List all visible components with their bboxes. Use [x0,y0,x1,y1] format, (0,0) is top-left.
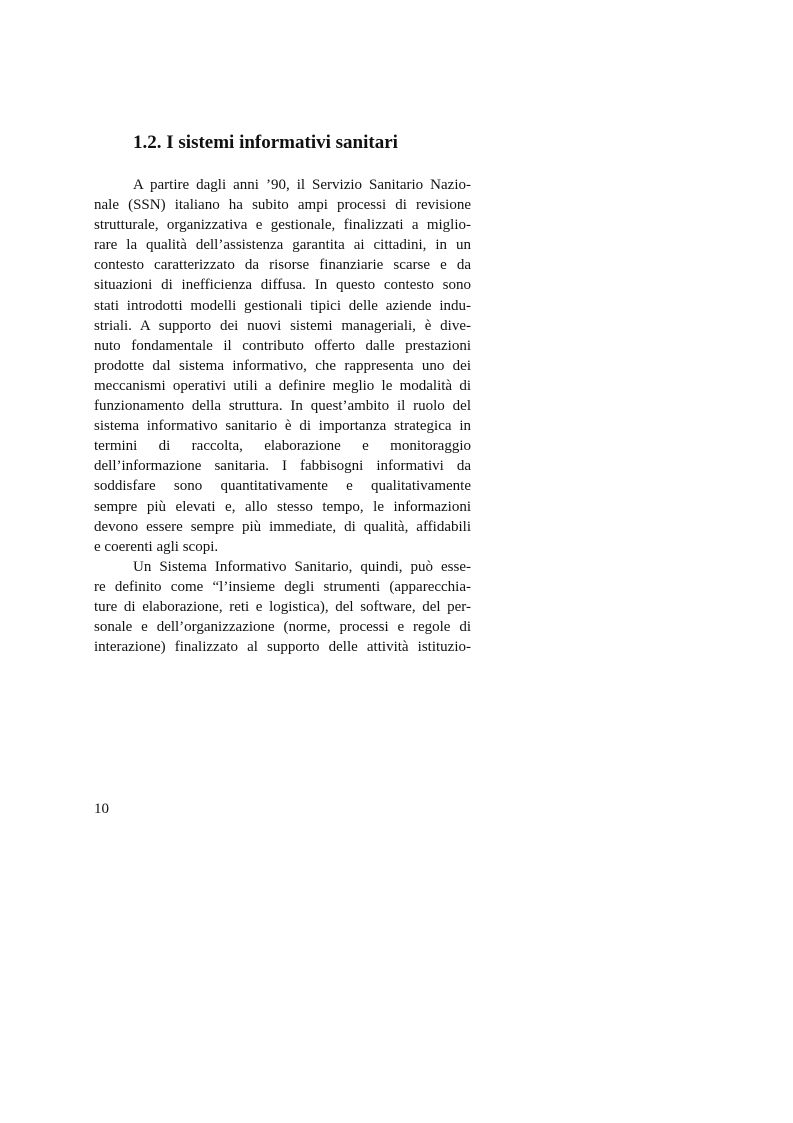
text-line: Un Sistema Informativo Sanitario, quindi, può esse- [133,558,471,575]
body-text [94,175,471,657]
text-line: situazioni di inefficienza diffusa. In questo contesto sono [94,277,471,294]
text-line: contesto caratterizzato da risorse finanziarie scarse e da [94,257,471,274]
text-line: sistema informativo sanitario è di importanza strategica in [94,418,471,435]
text-line: e coerenti agli scopi. [94,538,219,555]
text-line: funzionamento della struttura. In quest’ambito il ruolo del [94,398,471,415]
text-line: rare la qualità dell’assistenza garantita ai cittadini, in un [94,237,471,254]
text-line: meccanismi operativi utili a definire meglio le modalità di [94,377,471,394]
text-line: soddisfare sono quantitativamente e qualitativamente [94,478,471,495]
text-line: interazione) finalizzato al supporto delle attività istituzio- [94,639,471,656]
text-line: nale (SSN) italiano ha subito ampi processi di revisione [94,197,471,214]
paragraph-2 [94,557,471,657]
text-line: sonale e dell’organizzazione (norme, processi e regole di [94,619,471,636]
text-line: strutturale, organizzativa e gestionale, finalizzati a miglio- [94,217,471,234]
text-line: devono essere sempre più immediate, di qualità, affidabili [94,518,471,535]
text-line: A partire dagli anni ’90, il Servizio Sanitario Nazio- [133,177,471,193]
text-line: prodotte dal sistema informativo, che rappresenta uno dei [94,357,471,374]
text-line: sempre più elevati e, allo stesso tempo, le informazioni [94,498,471,515]
page-number: 10 [94,801,109,817]
text-line: termini di raccolta, elaborazione e monitoraggio [94,438,471,455]
text-line: nuto fondamentale il contributo offerto dalle prestazioni [94,337,471,354]
text-line: re definito come “l’insieme degli strumenti (apparecchia- [94,578,471,595]
text-line: ture di elaborazione, reti e logistica), del software, del per- [94,598,471,615]
text-line: stati introdotti modelli gestionali tipici delle aziende indu- [94,297,471,314]
text-line: dell’informazione sanitaria. I fabbisogni informativi da [94,458,471,475]
paragraph-1 [94,175,471,557]
text-line: striali. A supporto dei nuovi sistemi manageriali, è dive- [94,317,471,334]
section-heading: 1.2. I sistemi informativi sanitari [133,132,398,153]
